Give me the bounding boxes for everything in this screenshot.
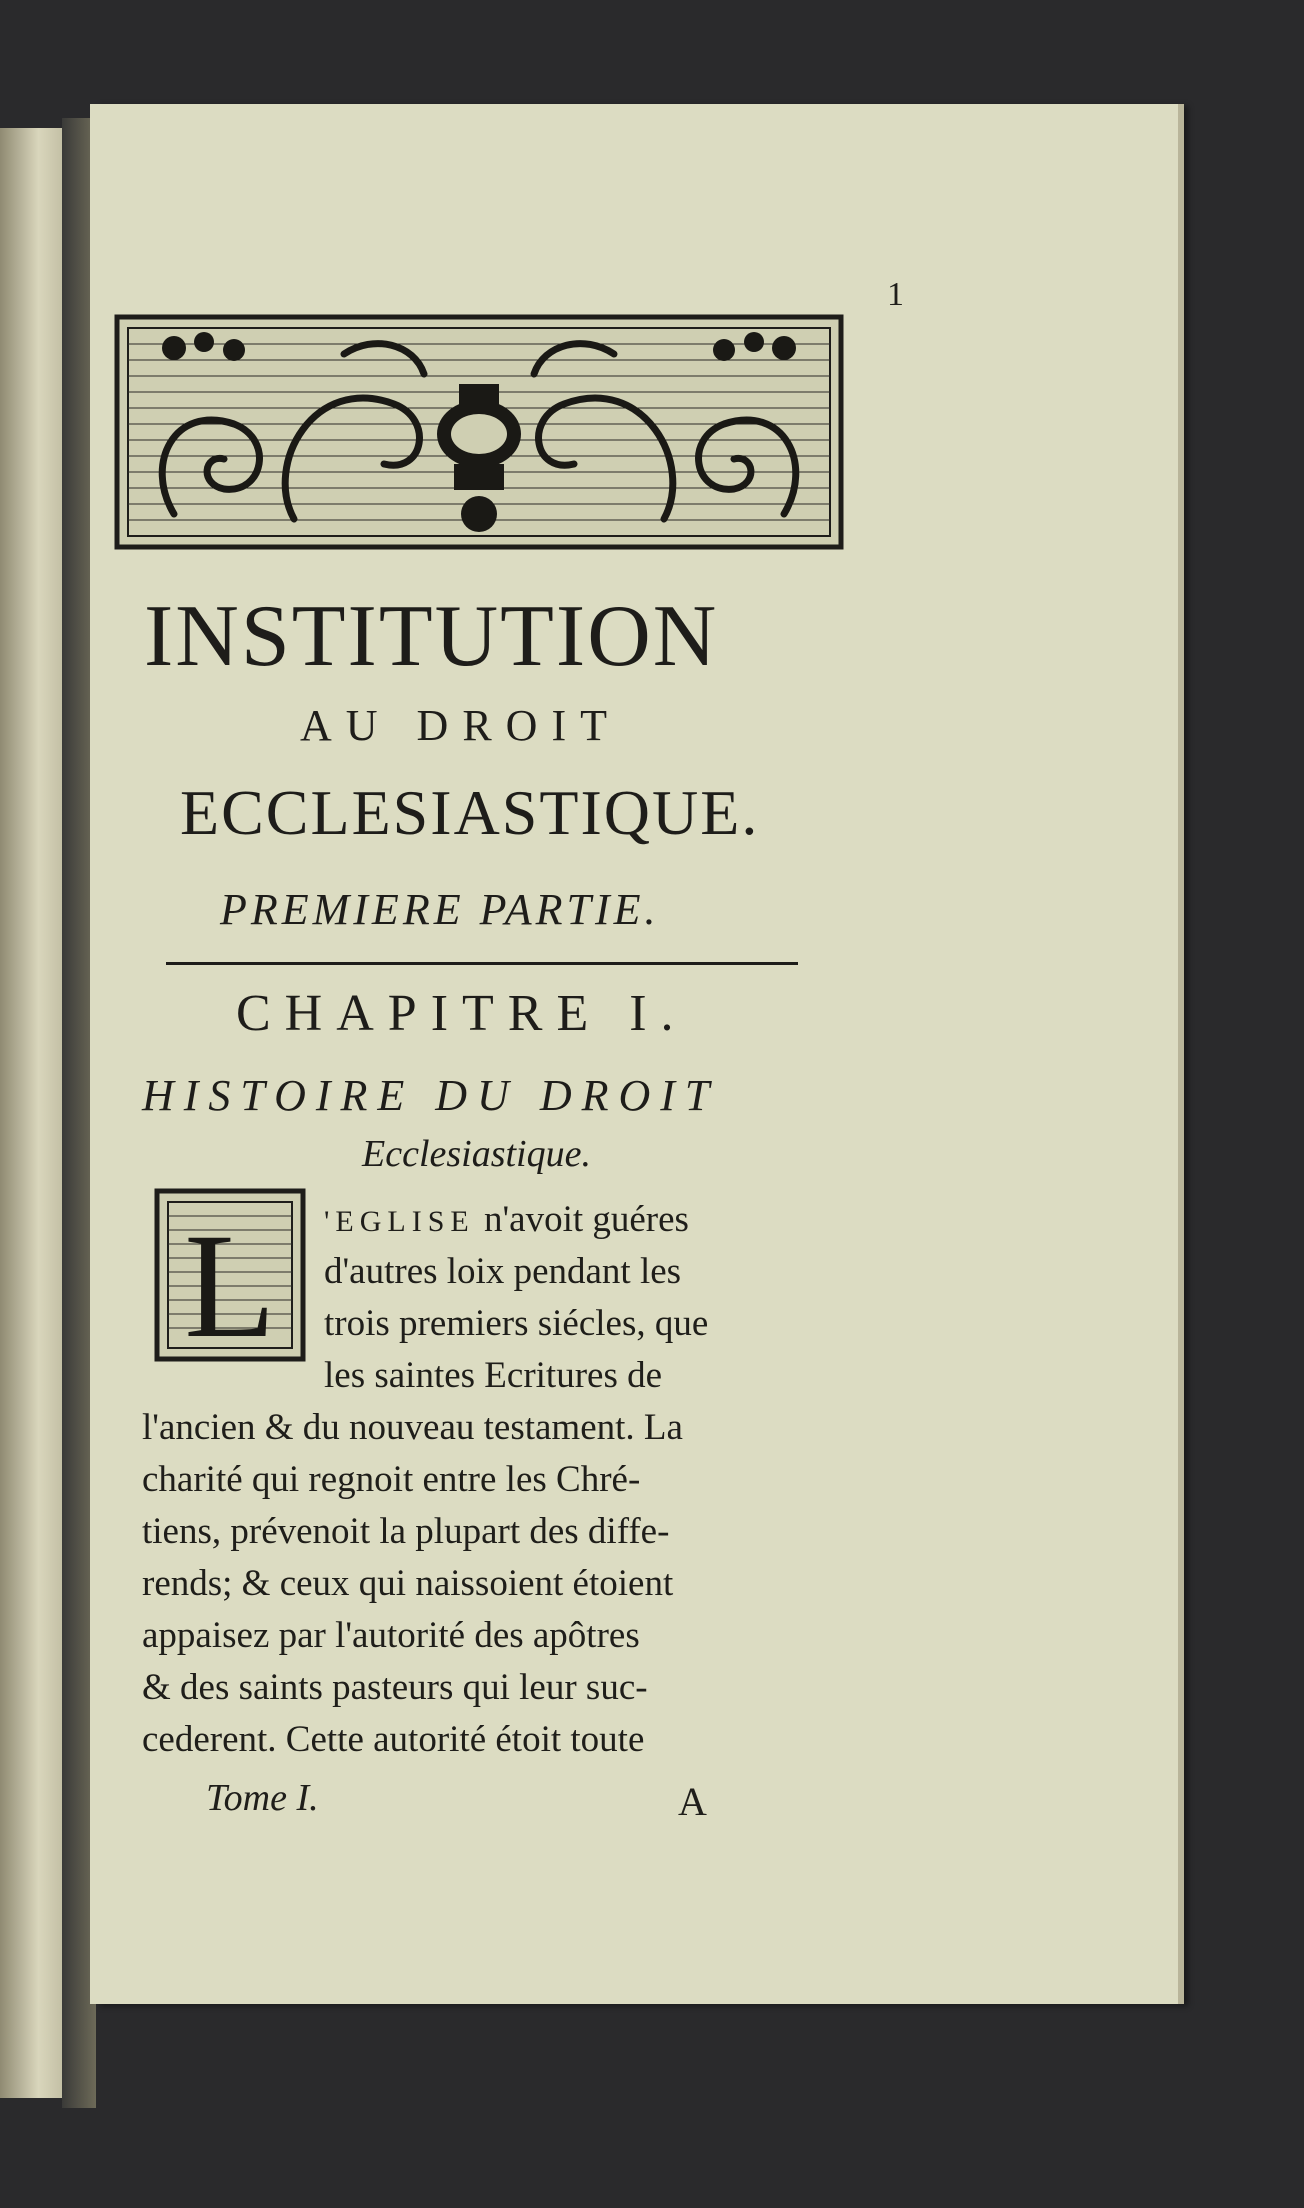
drop-cap-letter: L xyxy=(184,1203,276,1362)
first-word-small-caps: 'EGLISE xyxy=(324,1205,475,1238)
text-line-10: & des saints pasteurs qui leur suc- xyxy=(142,1667,648,1708)
page-number: 1 xyxy=(887,276,904,313)
title-main: INSTITUTION xyxy=(144,588,719,685)
divider-rule xyxy=(166,962,798,965)
text-line-4: les saintes Ecritures de xyxy=(324,1355,663,1396)
text-line-1 xyxy=(324,1198,689,1241)
text-line-7: tiens, prévenoit la plupart des diffe- xyxy=(142,1511,670,1552)
text-line-2: d'autres loix pendant les xyxy=(324,1251,682,1292)
signature-mark-letter: A xyxy=(678,1779,707,1824)
title-sub: AU DROIT xyxy=(300,701,621,750)
text-line-6: charité qui regnoit entre les Chré- xyxy=(142,1459,641,1500)
section-title-line-1: HISTOIRE DU DROIT xyxy=(142,1071,720,1120)
left-page-edge xyxy=(0,128,70,2098)
text-line-5: l'ancien & du nouveau testament. La xyxy=(142,1407,683,1448)
text-line-9: appaisez par l'autorité des apôtres xyxy=(142,1615,640,1656)
text-line-3: trois premiers siécles, que xyxy=(324,1303,709,1344)
part-heading: PREMIERE PARTIE. xyxy=(220,885,660,934)
drop-cap-initial xyxy=(154,1188,306,1362)
section-title-line-2: Ecclesiastique. xyxy=(362,1133,591,1175)
book-page xyxy=(90,104,1178,2004)
text-line-11: cederent. Cette autorité étoit toute xyxy=(142,1719,645,1760)
text-line-8: rends; & ceux qui naissoient étoient xyxy=(142,1563,674,1604)
chapter-heading: CHAPITRE I. xyxy=(236,985,688,1042)
title-subject: ECCLESIASTIQUE. xyxy=(180,777,760,848)
text-line-1-rest: n'avoit guéres xyxy=(474,1199,689,1240)
signature-mark-tome: Tome I. xyxy=(206,1777,319,1819)
ornamental-headpiece xyxy=(114,314,844,550)
